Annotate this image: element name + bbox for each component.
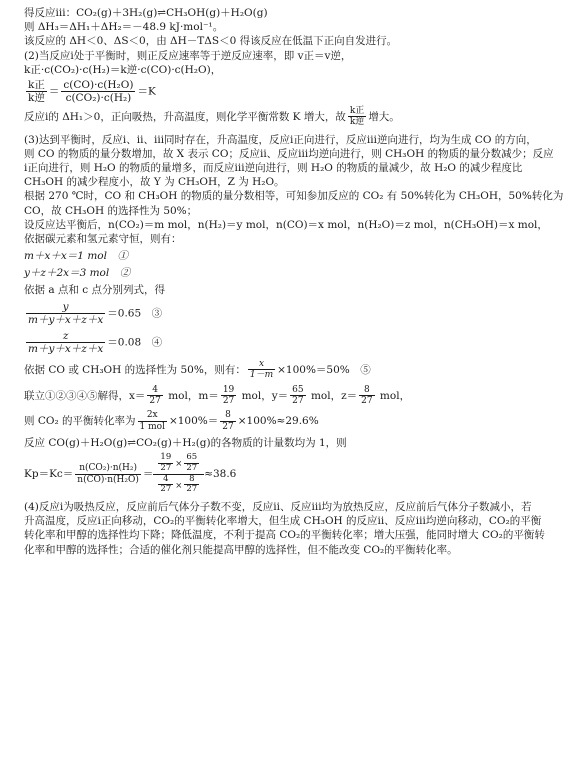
- line-kp-calculation: Kp＝Kc＝ $\frac{\text{n(CO₂)·n(H₂)}}{\text{n(CO)·n(H₂O)}}$ ＝ $\frac{19}{27}$ × $\frac{65}{27}$ $\frac{4}{27}$ × $\frac{8}{27}$ ≈38.6: [24, 452, 237, 495]
- line-co2-conversion: 则 CO₂ 的平衡转化率为 $\frac{2x}{\text{1 mol}}$ ×100%＝ $\frac{8}{27}$ ×100%≈29.6%: [24, 410, 319, 432]
- line-part3-c: ⅰ正向进行，则 H₂O 的物质的量增多，而反应ⅲ逆向进行，则 H₂O 的物质的量减少，故 H₂O 的减少程度比: [24, 162, 523, 175]
- kp-value-fraction: $\frac{19}{27}$ × $\frac{65}{27}$ $\frac{4}{27}$ × $\frac{8}{27}$: [153, 453, 204, 495]
- equation-5: 依据 CO 或 CH₃OH 的选择性为 50%，则有： $\frac{x}{1-m}$ ×100%＝50% ⑤: [24, 358, 371, 381]
- line-assume: 设反应达平衡后，n(CO₂)＝m mol，n(H₂)＝y mol，n(CO)＝x mol，n(H₂O)＝z mol，n(CH₃OH)＝x mol，: [24, 218, 548, 231]
- line-reaction-iii: 得反应ⅲ：CO₂(g)＋3H₂(g)⇌CH₃OH(g)＋H₂O(g): [24, 7, 268, 19]
- equation-2: y＋z＋2x＝3 mol ②: [24, 267, 131, 280]
- line-conservation: 依据碳元素和氢元素守恒，则有：: [24, 232, 182, 245]
- equation-3: $\frac{y}{m+y+x+z+x}$ ＝0.65 ③: [28, 300, 163, 326]
- line-part4-a: (4)反应ⅰ为吸热反应，反应前后气体分子数不变，反应ⅱ、反应ⅲ均为放热反应，反应前后气体分子数减小，若: [24, 501, 532, 514]
- k-ratio-inline: $\frac{\text{k正}}{\text{k逆}}$: [349, 105, 365, 128]
- k-ratio-fraction: $\frac{\text{k正}}{\text{k逆}}$: [28, 78, 45, 104]
- line-k-increase: 反应ⅰ的 ΔH₁＞0，正向吸热，升高温度，则化学平衡常数 K 增大，故 $\frac{\text{k正}}{\text{k逆}}$ 增大。: [24, 105, 400, 128]
- line-270c-a: 根据 270 ℃时，CO 和 CH₃OH 的物质的量分数相等，可知参加反应的 CO₂ 有 50%转化为 CH₃OH，50%转化为: [24, 190, 564, 203]
- line-rate-equation: k正·c(CO₂)·c(H₂)＝k逆·c(CO)·c(H₂O)，: [24, 63, 222, 76]
- line-reaction-shift: 反应 CO(g)＋H₂O(g)⇌CO₂(g)＋H₂(g)的各物质的计量数均为 1，则: [24, 436, 347, 449]
- line-part4-c: 转化率和甲醇的选择性均下降；降低温度，不利于提高 CO₂的平衡转化率；增大压强，能同时增大 CO₂的平衡转: [24, 529, 545, 542]
- line-solutions: 联立①②③④⑤解得，x＝ $\frac{4}{27}$ mol，m＝ $\frac{19}{27}$ mol，y＝ $\frac{65}{27}$ mol，z＝ $\frac{8}{27}$ mol，: [24, 384, 411, 406]
- line-part4-b: 升高温度，反应ⅰ正向移动，CO₂的平衡转化率增大，但生成 CH₃OH 的反应ⅱ、反应ⅲ均逆向移动，CO₂的平衡: [24, 515, 542, 528]
- line-delta-h3: 则 ΔH₃＝ΔH₁＋ΔH₂＝－48.9 kJ·mol⁻¹。: [24, 21, 224, 34]
- line-part3-b: 则 CO 的物质的量分数增加，故 X 表示 CO；反应ⅱ、反应ⅲ均逆向进行，则 CH₃OH 的物质的量分数减少；反应: [24, 147, 554, 160]
- line-270c-b: CO，故 CH₃OH 的选择性为 50%；: [24, 204, 198, 217]
- equation-1: m＋x＋x＝1 mol ①: [24, 250, 128, 263]
- concentration-fraction: $\frac{\text{c(CO)·c(H₂O)}}{\text{c(CO₂)·c(H₂)}}$: [63, 78, 134, 104]
- line-part2-intro: (2)当反应ⅰ处于平衡时，则正反应速率等于逆反应速率，即 v正＝v逆，: [24, 49, 352, 62]
- line-part4-d: 化率和甲醇的选择性；合适的催化剂只能提高甲醇的选择性，但不能改变 CO₂的平衡转化率。: [24, 543, 458, 556]
- line-points-ac: 依据 a 点和 c 点分别列式，得: [24, 284, 165, 297]
- equation-4: $\frac{z}{m+y+x+z+x}$ ＝0.08 ④: [28, 329, 163, 355]
- line-part3-d: CH₃OH 的减少程度小，故 Y 为 CH₃OH，Z 为 H₂O。: [24, 176, 285, 189]
- line-part3-a: (3)达到平衡时，反应ⅰ、ⅱ、ⅲ同时存在，升高温度，反应ⅰ正向进行，反应ⅲ逆向进行，均为生成 CO 的方向，: [24, 133, 537, 146]
- line-spontaneity: 该反应的 ΔH＜0、ΔS＜0，由 ΔH－TΔS＜0 得该反应在低温下正向自发进行。: [24, 35, 398, 48]
- line-k-ratio: $\frac{\text{k正}}{\text{k逆}}$ ＝ $\frac{\text{c(CO)·c(H₂O)}}{\text{c(CO₂)·c(H₂)}}$ ＝K: [28, 78, 156, 104]
